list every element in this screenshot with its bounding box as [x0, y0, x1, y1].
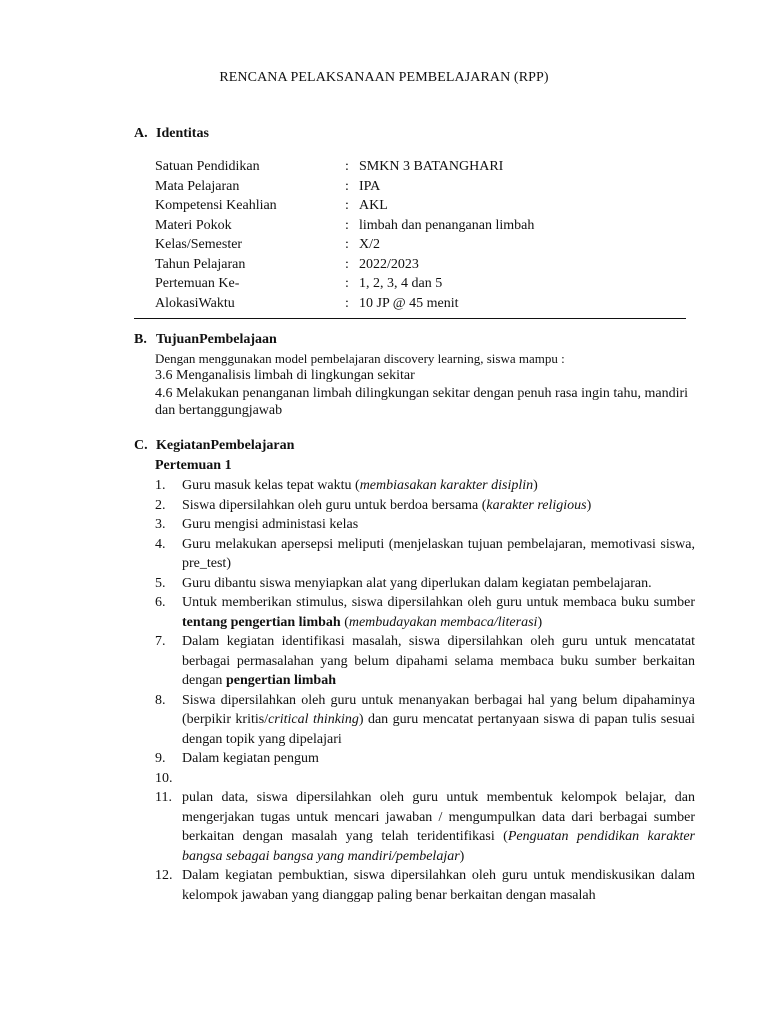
objective-intro: Dengan menggunakan model pembelajaran discovery learning, siswa mampu :	[155, 351, 565, 366]
text-run: Dalam kegiatan pengum	[182, 751, 319, 766]
identity-separator: :	[345, 256, 349, 272]
text-run: )	[537, 614, 543, 630]
section-b	[134, 330, 694, 350]
identity-value: 1, 2, 3, 4 dan 5	[359, 276, 443, 291]
identity-label: Kelas/Semester	[155, 237, 243, 252]
objective-item: 3.6 Menganalisis limbah di lingkungan sekitar	[155, 368, 415, 383]
emphasis-text: Penguatan pendidikan karakter bangsa sebagai bangsa yang mandiri/pembelajar	[182, 829, 695, 864]
section-title: Identitas	[156, 126, 209, 141]
text-run: pulan data, siswa dipersilahkan oleh guru untuk membentuk kelompok belajar, dan mengerjakan tugas untuk mencari jawaban / mengumpulkan data dari berbagai sumber berkaitan dengan masalah yang telah teridentifikasi (	[182, 790, 695, 844]
list-item	[155, 515, 695, 535]
meeting-subheading: Pertemuan 1	[155, 458, 232, 473]
list-item-text	[182, 498, 591, 513]
section-letter: B.	[134, 332, 147, 347]
list-item-number: 12.	[155, 868, 173, 883]
list-item	[155, 632, 695, 691]
list-item-text	[182, 771, 186, 786]
identity-separator: :	[345, 159, 349, 174]
list-item-number: 1.	[155, 478, 166, 493]
text-run: Guru mengisi administasi kelas	[182, 517, 359, 532]
section-title: TujuanPembelajaan	[156, 332, 277, 347]
list-item-text	[182, 634, 695, 688]
identity-value: 10 JP @ 45 menit	[359, 295, 459, 311]
identity-row	[155, 294, 534, 314]
identity-label: Satuan Pendidikan	[155, 159, 260, 174]
list-item-text	[182, 478, 538, 493]
list-item-number: 11.	[155, 790, 172, 805]
list-item	[155, 749, 695, 769]
identity-row	[155, 255, 534, 275]
identity-separator: :	[345, 217, 349, 233]
list-item-number: 6.	[155, 595, 166, 610]
list-item-number: 2.	[155, 497, 166, 513]
identity-value: AKL	[359, 198, 388, 213]
identity-row	[155, 196, 534, 216]
list-item-text	[182, 595, 695, 630]
identity-label: Materi Pokok	[155, 217, 232, 233]
list-item	[155, 476, 695, 496]
objective-item: 4.6 Melakukan penanganan limbah dilingkungan sekitar dengan penuh rasa ingin tahu, mandiri dan bertanggungjawab	[155, 386, 689, 418]
identity-label: Tahun Pelajaran	[155, 256, 246, 272]
list-item	[155, 593, 695, 632]
list-item-text	[182, 868, 695, 903]
identity-separator: :	[345, 295, 349, 311]
text-run: Siswa dipersilahkan oleh guru untuk berdoa bersama (	[182, 497, 487, 513]
bold-text: tentang pengertian limbah	[182, 614, 341, 630]
text-run: Untuk memberikan stimulus, siswa dipersilahkan oleh guru untuk membaca buku sumber	[182, 595, 695, 610]
identity-row	[155, 157, 534, 177]
list-item-text	[182, 537, 695, 572]
list-item-text	[182, 751, 319, 766]
identity-separator: :	[345, 276, 349, 291]
list-item	[155, 788, 695, 866]
document-title: RENCANA PELAKSANAAN PEMBELAJARAN (RPP)	[219, 70, 549, 85]
list-item	[155, 866, 695, 905]
text-run: )	[586, 497, 592, 513]
activity-list	[155, 476, 695, 905]
identity-label: AlokasiWaktu	[155, 295, 235, 311]
text-run: ) dan guru mencatat pertanyaan siswa di papan tulis sesuai dengan topik yang dipelajari	[182, 712, 695, 747]
emphasis-text: critical thinking	[268, 712, 359, 727]
list-item-number: 3.	[155, 517, 166, 532]
list-item	[155, 769, 695, 789]
emphasis-text: karakter religious	[486, 497, 587, 513]
identity-row	[155, 274, 534, 294]
emphasis-text: membudayakan membaca/literasi	[348, 614, 538, 630]
identity-label: Kompetensi Keahlian	[155, 198, 277, 213]
list-item-text	[182, 790, 695, 864]
identity-label: Mata Pelajaran	[155, 178, 240, 194]
horizontal-divider	[134, 318, 686, 319]
identity-separator: :	[345, 237, 349, 252]
emphasis-text: membiasakan karakter disiplin	[359, 478, 534, 493]
identity-row	[155, 235, 534, 255]
list-item	[155, 496, 695, 516]
list-item-number: 4.	[155, 536, 166, 552]
bold-text: pengertian limbah	[225, 673, 337, 688]
text-run: (	[340, 614, 349, 630]
identity-separator: :	[345, 178, 349, 194]
list-item-number: 8.	[155, 692, 166, 708]
text-run: Guru melakukan apersepsi meliputi (menjelaskan tujuan pembelajaran, memotivasi siswa, pre_test)	[182, 536, 695, 571]
identity-value: IPA	[359, 178, 381, 194]
identity-value: X/2	[359, 237, 380, 252]
identity-table	[155, 157, 534, 313]
section-a-heading	[134, 124, 694, 144]
identity-separator: :	[345, 198, 349, 213]
text-run: Dalam kegiatan identifikasi masalah, siswa dipersilahkan oleh guru untuk mencatatat berbagai permasalahan yang belum dipahami selama membaca buku sumber berkaitan dengan	[182, 634, 695, 688]
section-letter: C.	[134, 438, 148, 453]
list-item	[155, 574, 695, 594]
text-run: )	[459, 848, 465, 864]
identity-row	[155, 177, 534, 197]
list-item	[155, 535, 695, 574]
list-item-number: 9.	[155, 751, 166, 766]
identity-value: limbah dan penanganan limbah	[359, 217, 535, 233]
list-item-text	[182, 517, 358, 532]
section-title: KegiatanPembelajaran	[156, 438, 295, 453]
list-item-number: 5.	[155, 575, 166, 591]
text-run: Guru dibantu siswa menyiapkan alat yang diperlukan dalam kegiatan pembelajaran.	[182, 575, 652, 591]
list-item-number: 7.	[155, 634, 166, 649]
identity-value: 2022/2023	[359, 256, 419, 272]
identity-value: SMKN 3 BATANGHARI	[359, 159, 504, 174]
list-item-text	[182, 693, 695, 747]
list-item-number: 10.	[155, 770, 173, 786]
section-c	[134, 436, 694, 456]
text-run: )	[533, 478, 538, 493]
list-item-text	[182, 576, 652, 591]
text-run: Dalam kegiatan pembuktian, siswa dipersilahkan oleh guru untuk mendiskusikan dalam kelompok jawaban yang dianggap paling benar berkaitan dengan masalah	[182, 868, 695, 903]
text-run: Siswa dipersilahkan oleh guru untuk menanyakan berbagai hal yang belum dipahaminya (berpikir kritis/	[182, 692, 695, 727]
identity-row	[155, 216, 534, 236]
identity-label: Pertemuan Ke-	[155, 276, 240, 291]
section-letter: A.	[134, 126, 148, 141]
text-run: Guru masuk kelas tepat waktu (	[182, 478, 360, 493]
list-item	[155, 691, 695, 750]
